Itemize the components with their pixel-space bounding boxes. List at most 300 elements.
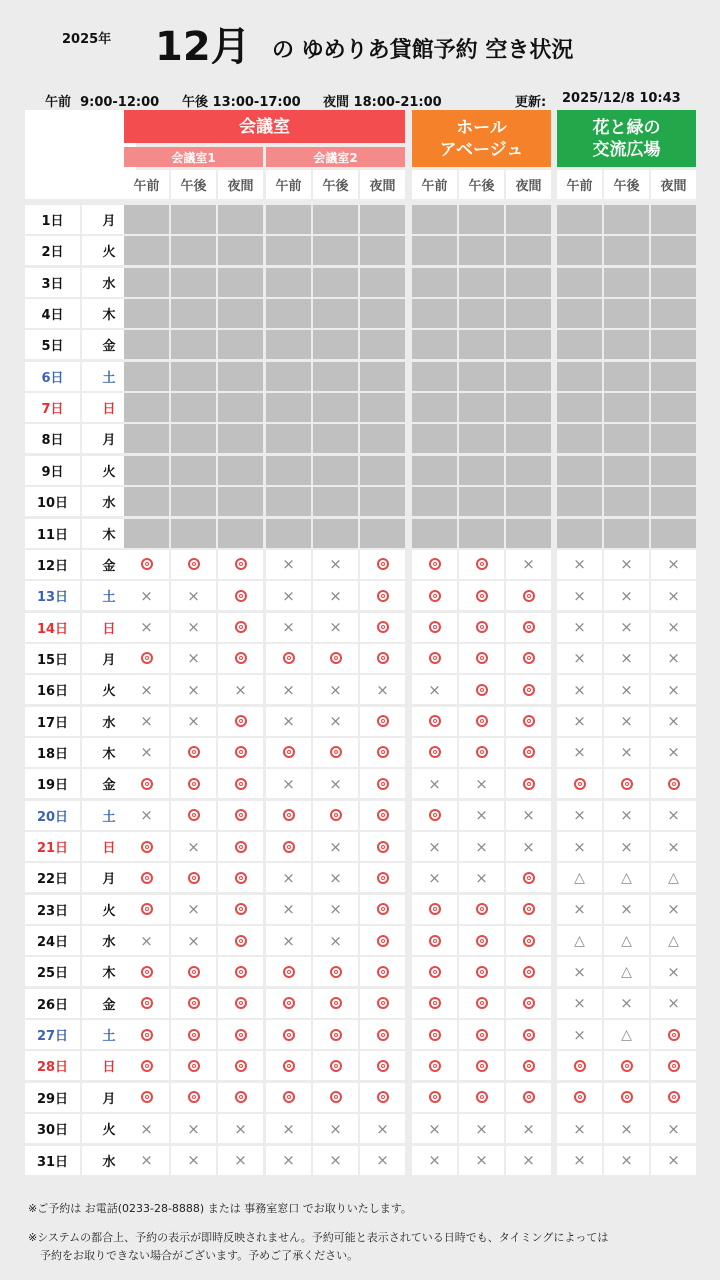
available-mark [188, 778, 200, 790]
available-mark [377, 1060, 389, 1072]
unavailable-mark: × [187, 680, 200, 699]
available-mark [188, 809, 200, 821]
closed-cell [218, 424, 263, 453]
available-mark [476, 1091, 488, 1103]
availability-cell [360, 581, 405, 610]
availability-cell [360, 801, 405, 830]
unavailable-mark: × [140, 1151, 153, 1169]
available-mark [621, 1091, 633, 1103]
availability-cell [651, 957, 696, 986]
availability-cell [313, 801, 358, 830]
closed-cell [218, 456, 263, 485]
availability-cell [459, 644, 504, 673]
closed-cell [557, 393, 602, 422]
availability-cell [266, 832, 311, 861]
unavailable-mark: × [329, 931, 342, 950]
closed-cell [412, 299, 457, 328]
unavailable-mark: × [329, 555, 342, 574]
available-mark [235, 778, 247, 790]
unavailable-mark: × [329, 680, 342, 699]
availability-cell [124, 581, 169, 610]
available-mark [476, 1060, 488, 1072]
weekday-label: 火 [82, 1114, 136, 1143]
closed-cell [171, 205, 216, 234]
available-mark [523, 903, 535, 915]
availability-cell [218, 801, 263, 830]
closed-cell [557, 424, 602, 453]
availability-cell [313, 989, 358, 1018]
availability-cell [651, 769, 696, 798]
availability-cell [651, 801, 696, 830]
unavailable-mark: × [140, 586, 153, 605]
unavailable-mark: × [573, 649, 586, 668]
closed-cell [651, 362, 696, 391]
availability-cell [171, 1083, 216, 1112]
closed-cell [557, 205, 602, 234]
unavailable-mark: × [573, 1025, 586, 1044]
availability-cell [124, 769, 169, 798]
availability-cell [459, 895, 504, 924]
day-label: 6日 [25, 362, 80, 391]
unavailable-mark: × [475, 837, 488, 856]
availability-cell [412, 707, 457, 736]
availability-cell [412, 675, 457, 704]
availability-cell [651, 550, 696, 579]
day-label: 8日 [25, 424, 80, 453]
available-mark [621, 778, 633, 790]
availability-cell [557, 613, 602, 642]
availability-cell [557, 675, 602, 704]
availability-cell [266, 957, 311, 986]
unavailable-mark: × [329, 900, 342, 919]
unavailable-mark: × [234, 1151, 247, 1169]
facility-flower-plaza: 花と緑の 交流広場 [557, 110, 696, 167]
unavailable-mark: × [620, 680, 633, 699]
day-label: 20日 [25, 801, 80, 830]
hours-afternoon: 午後 13:00-17:00 [182, 95, 301, 110]
availability-cell [604, 957, 649, 986]
availability-cell [651, 1114, 696, 1143]
availability-cell [604, 895, 649, 924]
weekday-label: 木 [82, 957, 136, 986]
closed-cell [360, 487, 405, 516]
day-label: 15日 [25, 644, 80, 673]
available-mark [330, 1091, 342, 1103]
available-mark [235, 652, 247, 664]
unavailable-mark: × [522, 837, 535, 856]
closed-cell [506, 236, 551, 265]
availability-cell [171, 863, 216, 892]
available-mark [574, 1091, 586, 1103]
day-label: 18日 [25, 738, 80, 767]
closed-cell [412, 519, 457, 548]
unavailable-mark: × [475, 806, 488, 825]
availability-cell [604, 1114, 649, 1143]
unavailable-mark: × [282, 680, 295, 699]
closed-cell [557, 268, 602, 297]
availability-cell [360, 989, 405, 1018]
unavailable-mark: × [620, 806, 633, 825]
availability-cell [218, 613, 263, 642]
weekday-label: 月 [82, 644, 136, 673]
availability-cell [506, 801, 551, 830]
availability-cell [412, 1051, 457, 1080]
unavailable-mark: × [282, 1151, 295, 1169]
availability-cell [412, 1146, 457, 1175]
available-mark [188, 872, 200, 884]
availability-cell [506, 613, 551, 642]
availability-cell [651, 707, 696, 736]
unavailable-mark: × [282, 586, 295, 605]
unavailable-mark: × [620, 743, 633, 762]
availability-cell [266, 895, 311, 924]
available-mark [523, 872, 535, 884]
available-mark [235, 590, 247, 602]
availability-cell [171, 644, 216, 673]
available-mark [429, 652, 441, 664]
availability-cell [313, 769, 358, 798]
unavailable-mark: × [282, 774, 295, 793]
weekday-label: 火 [82, 236, 136, 265]
available-mark [188, 558, 200, 570]
available-mark [330, 966, 342, 978]
availability-cell [557, 863, 602, 892]
availability-cell [459, 550, 504, 579]
limited-mark: △ [668, 869, 679, 886]
available-mark [188, 746, 200, 758]
availability-cell [124, 675, 169, 704]
weekday-label: 月 [82, 1083, 136, 1112]
closed-cell [313, 236, 358, 265]
closed-cell [506, 330, 551, 359]
closed-cell [313, 424, 358, 453]
availability-cell [360, 550, 405, 579]
availability-cell [124, 1020, 169, 1049]
availability-cell [266, 675, 311, 704]
availability-cell [266, 863, 311, 892]
unavailable-mark: × [667, 837, 680, 856]
available-mark [141, 558, 153, 570]
availability-cell [124, 832, 169, 861]
closed-cell [313, 519, 358, 548]
header-month: 12月 [155, 24, 251, 70]
closed-cell [124, 205, 169, 234]
closed-cell [459, 268, 504, 297]
availability-cell [171, 957, 216, 986]
facility-meeting-room-1: 会議室1 [124, 147, 263, 167]
closed-cell [218, 487, 263, 516]
closed-cell [124, 519, 169, 548]
closed-cell [218, 268, 263, 297]
availability-cell [459, 926, 504, 955]
unavailable-mark: × [620, 649, 633, 668]
available-mark [235, 903, 247, 915]
closed-cell [604, 362, 649, 391]
slot-label: 午前 [412, 170, 457, 199]
availability-cell [171, 895, 216, 924]
closed-cell [124, 268, 169, 297]
availability-cell [218, 957, 263, 986]
available-mark [476, 903, 488, 915]
closed-cell [124, 487, 169, 516]
available-mark [476, 684, 488, 696]
availability-cell [313, 675, 358, 704]
available-mark [283, 1091, 295, 1103]
availability-cell [506, 550, 551, 579]
unavailable-mark: × [282, 555, 295, 574]
closed-cell [651, 205, 696, 234]
available-mark [283, 841, 295, 853]
closed-cell [266, 487, 311, 516]
availability-cell [651, 1083, 696, 1112]
unavailable-mark: × [667, 1119, 680, 1138]
availability-cell [459, 863, 504, 892]
available-mark [377, 621, 389, 633]
unavailable-mark: × [573, 994, 586, 1013]
closed-cell [506, 268, 551, 297]
unavailable-mark: × [428, 837, 441, 856]
unavailable-mark: × [187, 586, 200, 605]
closed-cell [360, 456, 405, 485]
unavailable-mark: × [573, 555, 586, 574]
availability-cell [266, 926, 311, 955]
available-mark [668, 1091, 680, 1103]
availability-cell [218, 550, 263, 579]
availability-cell [124, 1083, 169, 1112]
availability-cell [557, 895, 602, 924]
unavailable-mark: × [620, 1151, 633, 1169]
weekday-label: 土 [82, 362, 136, 391]
availability-cell [171, 1114, 216, 1143]
available-mark [330, 1029, 342, 1041]
closed-cell [360, 362, 405, 391]
availability-cell [124, 863, 169, 892]
unavailable-mark: × [234, 1119, 247, 1138]
availability-cell [651, 926, 696, 955]
availability-cell [171, 989, 216, 1018]
weekday-label: 木 [82, 519, 136, 548]
closed-cell [506, 393, 551, 422]
available-mark [235, 1060, 247, 1072]
availability-cell [604, 1051, 649, 1080]
availability-cell [313, 581, 358, 610]
closed-cell [360, 393, 405, 422]
unavailable-mark: × [667, 586, 680, 605]
note-system-cont: 予約をお取りできない場合がございます。予めご了承ください。 [40, 1249, 359, 1262]
availability-cell [459, 1114, 504, 1143]
availability-cell [412, 832, 457, 861]
closed-cell [557, 299, 602, 328]
availability-cell [651, 1020, 696, 1049]
available-mark [429, 621, 441, 633]
available-mark [476, 1029, 488, 1041]
closed-cell [557, 519, 602, 548]
unavailable-mark: × [329, 1151, 342, 1169]
availability-cell [124, 801, 169, 830]
unavailable-mark: × [620, 1119, 633, 1138]
closed-cell [266, 393, 311, 422]
closed-cell [459, 330, 504, 359]
unavailable-mark: × [329, 774, 342, 793]
closed-cell [459, 519, 504, 548]
availability-cell [651, 832, 696, 861]
closed-cell [459, 362, 504, 391]
available-mark [377, 903, 389, 915]
availability-cell [360, 769, 405, 798]
weekday-label: 金 [82, 330, 136, 359]
limited-mark: △ [574, 869, 585, 886]
availability-cell [124, 989, 169, 1018]
availability-cell [459, 738, 504, 767]
unavailable-mark: × [329, 618, 342, 637]
available-mark [283, 652, 295, 664]
facility-hall-avege: ホール アベージュ [412, 110, 551, 167]
closed-cell [266, 362, 311, 391]
unavailable-mark: × [573, 743, 586, 762]
available-mark [476, 715, 488, 727]
availability-cell [171, 613, 216, 642]
availability-cell [557, 957, 602, 986]
availability-cell [360, 957, 405, 986]
availability-cell [124, 707, 169, 736]
availability-cell [171, 769, 216, 798]
unavailable-mark: × [428, 680, 441, 699]
day-label: 7日 [25, 393, 80, 422]
availability-cell [266, 1114, 311, 1143]
available-mark [235, 1091, 247, 1103]
unavailable-mark: × [428, 1151, 441, 1169]
unavailable-mark: × [140, 680, 153, 699]
closed-cell [651, 487, 696, 516]
availability-cell [266, 707, 311, 736]
slot-label: 午後 [171, 170, 216, 199]
limited-mark: △ [621, 932, 632, 949]
unavailable-mark: × [428, 774, 441, 793]
day-label: 27日 [25, 1020, 80, 1049]
availability-cell [313, 863, 358, 892]
availability-cell [651, 675, 696, 704]
availability-cell [360, 863, 405, 892]
closed-cell [124, 330, 169, 359]
availability-cell [266, 1146, 311, 1175]
availability-cell [557, 926, 602, 955]
closed-cell [651, 519, 696, 548]
availability-cell [171, 1051, 216, 1080]
closed-cell [171, 362, 216, 391]
available-mark [141, 997, 153, 1009]
available-mark [141, 652, 153, 664]
available-mark [141, 1060, 153, 1072]
closed-cell [459, 487, 504, 516]
availability-cell [218, 926, 263, 955]
closed-cell [506, 456, 551, 485]
availability-cell [218, 1114, 263, 1143]
day-label: 5日 [25, 330, 80, 359]
unavailable-mark: × [667, 618, 680, 637]
availability-cell [218, 895, 263, 924]
available-mark [523, 652, 535, 664]
available-mark [476, 966, 488, 978]
availability-cell [360, 613, 405, 642]
availability-cell [604, 581, 649, 610]
closed-cell [412, 393, 457, 422]
closed-cell [412, 487, 457, 516]
available-mark [429, 590, 441, 602]
unavailable-mark: × [282, 618, 295, 637]
unavailable-mark: × [282, 931, 295, 950]
available-mark [429, 935, 441, 947]
available-mark [377, 966, 389, 978]
unavailable-mark: × [522, 555, 535, 574]
availability-cell [218, 863, 263, 892]
closed-cell [506, 424, 551, 453]
weekday-label: 土 [82, 1020, 136, 1049]
closed-cell [651, 299, 696, 328]
availability-cell [218, 738, 263, 767]
available-mark [476, 558, 488, 570]
closed-cell [412, 362, 457, 391]
available-mark [283, 966, 295, 978]
closed-cell [412, 236, 457, 265]
unavailable-mark: × [329, 712, 342, 731]
availability-cell [124, 550, 169, 579]
weekday-label: 火 [82, 456, 136, 485]
available-mark [429, 715, 441, 727]
availability-cell [266, 1051, 311, 1080]
weekday-label: 日 [82, 613, 136, 642]
available-mark [141, 903, 153, 915]
limited-mark: △ [668, 932, 679, 949]
closed-cell [651, 456, 696, 485]
availability-cell [459, 1146, 504, 1175]
availability-cell [266, 738, 311, 767]
availability-cell [412, 581, 457, 610]
availability-cell [412, 613, 457, 642]
availability-cell [506, 832, 551, 861]
weekday-label: 日 [82, 1051, 136, 1080]
available-mark [377, 778, 389, 790]
unavailable-mark: × [140, 712, 153, 731]
closed-cell [218, 362, 263, 391]
available-mark [429, 1091, 441, 1103]
closed-cell [360, 424, 405, 453]
availability-cell [459, 613, 504, 642]
unavailable-mark: × [620, 837, 633, 856]
available-mark [377, 1029, 389, 1041]
day-label: 25日 [25, 957, 80, 986]
available-mark [283, 809, 295, 821]
weekday-label: 火 [82, 675, 136, 704]
closed-cell [506, 299, 551, 328]
available-mark [476, 590, 488, 602]
available-mark [141, 841, 153, 853]
closed-cell [412, 456, 457, 485]
availability-cell [459, 832, 504, 861]
day-label: 14日 [25, 613, 80, 642]
availability-cell [604, 707, 649, 736]
availability-cell [266, 769, 311, 798]
hours-night: 夜間 18:00-21:00 [323, 95, 442, 110]
closed-cell [313, 268, 358, 297]
availability-cell [124, 895, 169, 924]
unavailable-mark: × [667, 806, 680, 825]
available-mark [476, 997, 488, 1009]
day-label: 26日 [25, 989, 80, 1018]
closed-cell [604, 519, 649, 548]
availability-cell [171, 581, 216, 610]
availability-cell [459, 989, 504, 1018]
closed-cell [171, 330, 216, 359]
